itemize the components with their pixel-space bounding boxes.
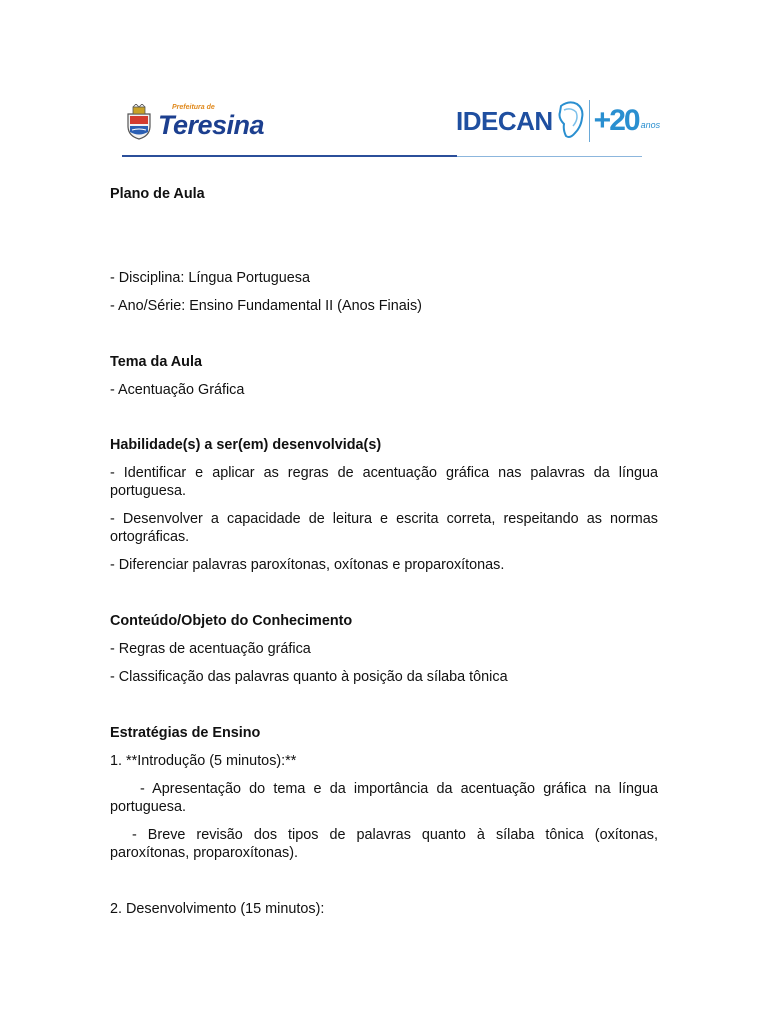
logo-wordmark: Teresina	[158, 109, 265, 140]
anniversary-number: +20	[593, 104, 639, 137]
document-header	[110, 88, 660, 158]
habilidades-heading: Habilidade(s) a ser(em) desenvolvida(s)	[110, 437, 382, 453]
tema-heading: Tema da Aula	[110, 354, 202, 370]
step-1-item: - Breve revisão dos tipos de palavras quanto à sílaba tônica (oxítonas, paroxítonas, proparoxítonas).	[110, 827, 658, 861]
estrategias-heading: Estratégias de Ensino	[110, 725, 261, 741]
idecan-logo	[456, 100, 660, 142]
step-1-item: - Apresentação do tema e da importância da acentuação gráfica na língua portuguesa.	[110, 781, 658, 815]
idecan-wordmark: IDECAN	[456, 105, 553, 136]
document-title: Plano de Aula	[110, 186, 205, 202]
habilidade-item: - Desenvolver a capacidade de leitura e escrita correta, respeitando as normas ortográficas.	[110, 511, 658, 545]
conteudo-item: - Regras de acentuação gráfica	[110, 641, 311, 657]
conteudo-heading: Conteúdo/Objeto do Conhecimento	[110, 613, 353, 629]
document-body	[110, 185, 658, 918]
city-crest-icon	[124, 104, 154, 140]
header-rule-light	[457, 156, 642, 157]
step-2-title: 2. Desenvolvimento (15 minutos):	[110, 901, 325, 917]
habilidade-item: - Diferenciar palavras paroxítonas, oxítonas e proparoxítonas.	[110, 557, 505, 573]
header-rule-dark	[122, 155, 457, 157]
tema-item: - Acentuação Gráfica	[110, 382, 245, 398]
logo-subtitle: Prefeitura de	[172, 103, 215, 111]
step-1-title: 1. **Introdução (5 minutos):**	[110, 753, 297, 769]
anniversary-badge	[594, 104, 660, 138]
habilidade-item: - Identificar e aplicar as regras de acentuação gráfica nas palavras da língua portuguesa.	[110, 465, 658, 499]
anniversary-word: anos	[640, 120, 661, 130]
logo-divider	[589, 100, 590, 142]
ano-serie-line: - Ano/Série: Ensino Fundamental II (Anos Finais)	[110, 298, 422, 314]
brazil-map-icon	[555, 100, 585, 142]
prefeitura-teresina-logo	[124, 104, 264, 140]
conteudo-item: - Classificação das palavras quanto à posição da sílaba tônica	[110, 669, 508, 685]
disciplina-line: - Disciplina: Língua Portuguesa	[110, 270, 310, 286]
